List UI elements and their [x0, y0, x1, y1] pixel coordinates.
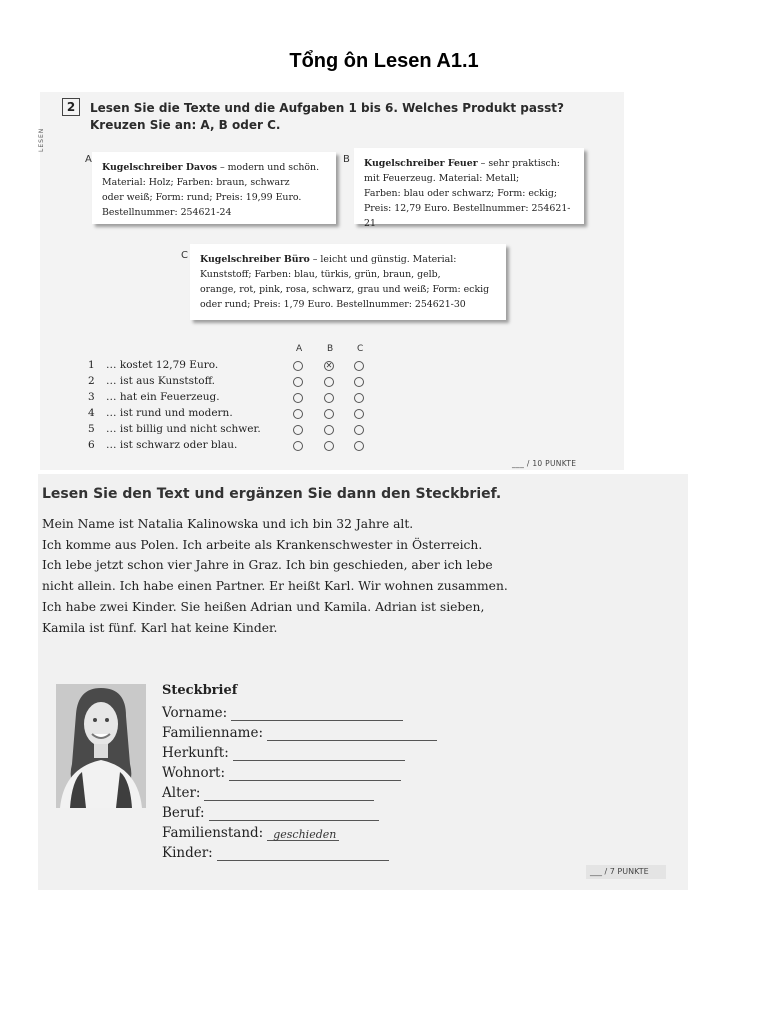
field-herkunft	[162, 745, 405, 765]
radio-c[interactable]	[354, 441, 364, 451]
radio-a[interactable]	[293, 409, 303, 419]
passage-line: Ich habe zwei Kinder. Sie heißen Adrian und Kamila. Adrian ist sieben,	[42, 599, 485, 614]
radio-c[interactable]	[354, 425, 364, 435]
field-label: Familienstand:	[162, 825, 264, 841]
passage-line: Ich lebe jetzt schon vier Jahre in Graz. Ich bin geschieden, aber ich lebe	[42, 558, 493, 573]
radio-b[interactable]	[324, 393, 334, 403]
passage-line: Mein Name ist Natalia Kalinowska und ich bin 32 Jahre alt.	[42, 517, 414, 531]
passage-line: Ich komme aus Polen. Ich arbeite als Krankenschwester in Österreich.	[42, 537, 483, 552]
question-text: … ist schwarz oder blau.	[106, 439, 238, 451]
kinder-input[interactable]	[217, 846, 389, 861]
radio-c[interactable]	[354, 377, 364, 387]
ad-a-line1: – modern und schön.	[217, 162, 320, 173]
ad-a-line2: Material: Holz; Farben: braun, schwarz	[102, 177, 290, 188]
herkunft-input[interactable]	[233, 746, 405, 761]
ad-b-line3: Farben: blau oder schwarz; Form: eckig;	[364, 188, 557, 199]
ad-b-line4: Preis: 12,79 Euro. Bestellnummer: 254621-21	[364, 203, 571, 229]
question-text: … kostet 12,79 Euro.	[106, 359, 219, 371]
ad-b-letter: B	[343, 154, 350, 165]
task2-scan	[38, 474, 688, 890]
question-number: 2	[88, 375, 95, 387]
passage-line: nicht allein. Ich habe einen Partner. Er heißt Karl. Wir wohnen zusammen.	[42, 579, 508, 594]
wohnort-input[interactable]	[229, 766, 401, 781]
beruf-input[interactable]	[209, 806, 379, 821]
page-title: Tổng ôn Lesen A1.1	[289, 50, 479, 72]
ad-a-name: Kugelschreiber Davos	[102, 162, 218, 173]
column-a-header: A	[296, 344, 303, 354]
radio-b[interactable]	[324, 441, 334, 451]
task2-heading: Lesen Sie den Text und ergänzen Sie dann den Steckbrief.	[42, 486, 502, 502]
field-label: Kinder:	[162, 845, 213, 861]
radio-b[interactable]	[324, 409, 334, 419]
question-number: 4	[88, 407, 95, 419]
ad-a-line4: Bestellnummer: 254621-24	[102, 207, 232, 218]
ad-c-line1: – leicht und günstig. Material:	[309, 254, 457, 265]
question-text: … ist billig und nicht schwer.	[106, 423, 261, 435]
question-text: … hat ein Feuerzeug.	[106, 391, 220, 403]
instruction-line-1: Lesen Sie die Texte und die Aufgaben 1 bis 6. Welches Produkt passt?	[90, 101, 564, 115]
instruction-line-2: Kreuzen Sie an: A, B oder C.	[90, 118, 281, 132]
vorname-input[interactable]	[231, 706, 403, 721]
task-number: 2	[62, 98, 80, 116]
ad-c-line3: orange, rot, pink, rosa, schwarz, grau und weiß; Form: eckig	[200, 284, 490, 295]
column-c-header: C	[357, 344, 364, 354]
question-number: 1	[88, 359, 95, 371]
task2-points: ___ / 7 PUNKTE	[586, 865, 666, 879]
ad-b-line2: mit Feuerzeug. Material: Metall;	[364, 173, 520, 184]
question-number: 6	[88, 439, 95, 451]
task1-scan	[40, 92, 624, 470]
portrait-photo	[56, 684, 146, 808]
side-label: LESEN	[38, 127, 45, 152]
field-kinder	[162, 845, 389, 865]
portrait-illustration	[56, 684, 146, 808]
ad-c-box	[190, 244, 506, 320]
ad-a-letter: A	[85, 154, 92, 165]
radio-b[interactable]	[324, 377, 334, 387]
radio-a[interactable]	[293, 393, 303, 403]
handwritten-answer: geschieden	[273, 828, 337, 841]
field-alter	[162, 785, 374, 805]
question-text: … ist aus Kunststoff.	[106, 375, 215, 387]
radio-b-checked[interactable]: ✕	[325, 361, 333, 370]
familienname-input[interactable]	[267, 726, 437, 741]
ad-c-letter: C	[181, 250, 188, 261]
field-wohnort	[162, 765, 401, 785]
field-label: Alter:	[162, 785, 201, 801]
ad-c-line4: oder rund; Preis: 1,79 Euro. Bestellnummer: 254621-30	[200, 299, 466, 310]
question-text: … ist rund und modern.	[106, 407, 233, 419]
passage-line: Kamila ist fünf. Karl hat keine Kinder.	[42, 620, 278, 635]
field-familienname	[162, 725, 437, 745]
alter-input[interactable]	[204, 786, 374, 801]
task1-points: ___ / 10 PUNKTE	[512, 459, 577, 468]
field-vorname	[162, 705, 403, 725]
ad-c-name: Kugelschreiber Büro	[200, 254, 310, 265]
field-label: Wohnort:	[162, 765, 226, 781]
radio-c[interactable]	[354, 409, 364, 419]
radio-a[interactable]	[293, 377, 303, 387]
radio-c[interactable]	[354, 361, 364, 371]
reading-passage	[42, 514, 682, 638]
ad-a-box	[92, 152, 336, 224]
radio-a[interactable]	[293, 425, 303, 435]
steckbrief-title: Steckbrief	[162, 683, 238, 698]
question-number: 3	[88, 391, 95, 403]
radio-b[interactable]	[324, 425, 334, 435]
ad-b-name: Kugelschreiber Feuer	[364, 158, 478, 169]
column-b-header: B	[327, 344, 334, 354]
familienstand-input[interactable]	[267, 826, 339, 841]
radio-a[interactable]	[293, 361, 303, 371]
field-beruf	[162, 805, 379, 825]
radio-c[interactable]	[354, 393, 364, 403]
field-familienstand	[162, 825, 339, 845]
ad-b-box	[354, 148, 584, 229]
ad-c-line2: Kunststoff; Farben: blau, türkis, grün, braun, gelb,	[200, 269, 441, 280]
radio-a[interactable]	[293, 441, 303, 451]
ad-b-line1: – sehr praktisch:	[477, 158, 560, 169]
ad-a-line3: oder weiß; Form: rund; Preis: 19,99 Euro.	[102, 192, 302, 203]
task1-instructions	[90, 100, 564, 134]
question-number: 5	[88, 423, 95, 435]
field-label: Familienname:	[162, 725, 264, 741]
field-label: Beruf:	[162, 805, 205, 821]
field-label: Vorname:	[162, 705, 228, 721]
field-label: Herkunft:	[162, 745, 229, 761]
